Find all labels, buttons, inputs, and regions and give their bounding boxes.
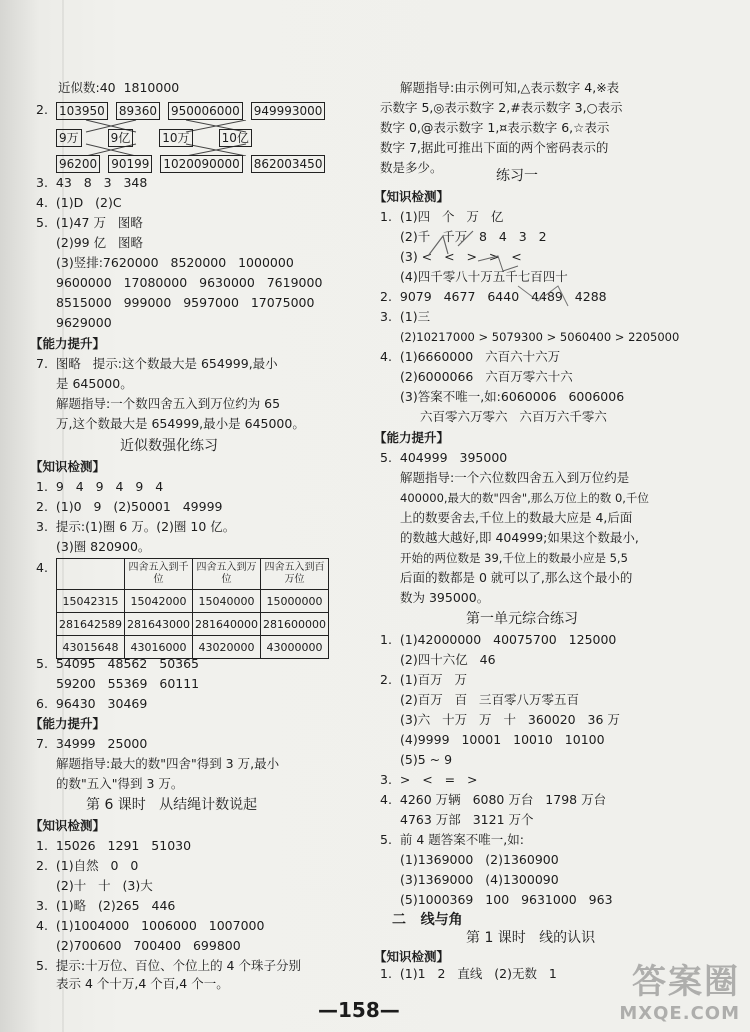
- text-line: 3. 提示:(1)圈 6 万。(2)圈 10 亿。: [36, 519, 236, 534]
- text-line: 数是多少。: [380, 160, 443, 175]
- unit-box: 9万: [56, 129, 82, 147]
- text-line: 8515000 999000 9597000 17075000: [56, 295, 315, 310]
- text-line: 示数字 5,◎表示数字 2,#表示数字 3,○表示: [380, 100, 623, 115]
- watermark-url: MXQE.COM: [619, 1003, 740, 1024]
- table-cell: 281640000: [193, 613, 261, 636]
- text-line: 2. (1)自然 0 0: [36, 858, 139, 873]
- text-line: 1. (1)42000000 40075700 125000: [380, 632, 617, 647]
- text-line: 3. (1)三: [380, 309, 431, 324]
- text-line: (3)答案不唯一,如:6060006 6006006: [400, 389, 625, 404]
- text-line: 数为 395000。: [400, 590, 490, 605]
- unit-box: 9亿: [108, 129, 134, 147]
- text-line: 4. (1)1004000 1006000 1007000: [36, 918, 265, 933]
- text-line: 5. 提示:十万位、百位、个位上的 4 个珠子分别: [36, 958, 301, 973]
- text-line: (5)5 ~ 9: [400, 752, 453, 767]
- text-line: 6. 96430 30469: [36, 696, 148, 711]
- table-header-cell: 四舍五入到万位: [193, 559, 261, 590]
- text-line: (1)1369000 (2)1360900: [400, 852, 559, 867]
- text-line: (2)6000066 六百万零六十六: [400, 369, 573, 384]
- text-line: (4)四千零八十万五千七百四十: [400, 269, 568, 284]
- section-header: 【能力提升】: [30, 716, 106, 731]
- unit-box: 10万: [159, 129, 192, 147]
- table-cell: 43015648: [57, 636, 125, 659]
- section-title: 第 1 课时 线的认识: [466, 930, 596, 946]
- text-line: 3. (1)略 (2)265 446: [36, 898, 176, 913]
- text-line: (5)1000369 100 9631000 963: [400, 892, 613, 907]
- page-number: —158—: [318, 998, 400, 1022]
- text-line: (3) < < > > <: [400, 249, 522, 264]
- text-line: 1. 15026 1291 51030: [36, 838, 192, 853]
- number-box: 949993000: [251, 102, 326, 120]
- text-line: 5. 前 4 题答案不唯一,如:: [380, 832, 524, 847]
- text-line: 400000,最大的数"四舍",那么万位上的数 0,千位: [400, 491, 649, 505]
- text-line: (3)圈 820900。: [56, 539, 151, 554]
- text-line: 解题指导:一个数四舍五入到万位约为 65: [56, 396, 281, 411]
- text-line: 2. (1)0 9 (2)50001 49999: [36, 499, 223, 514]
- text-line: (2)十 十 (3)大: [56, 878, 153, 893]
- section-header: 【知识检测】: [374, 949, 450, 964]
- question-number: 2.: [36, 102, 48, 117]
- text-line: 六百零六万零六 六百万六千零六: [420, 409, 607, 424]
- table-cell: 15042000: [125, 590, 193, 613]
- watermark: [619, 954, 740, 1024]
- text-line: (2)四十六亿 46: [400, 652, 496, 667]
- text-line: 3. 43 8 3 348: [36, 175, 148, 190]
- text-line: 2. (1)百万 万: [380, 672, 467, 687]
- section-header: 【能力提升】: [374, 430, 450, 445]
- table-cell: 15000000: [261, 590, 329, 613]
- watermark-logo-text: 答案圈: [632, 962, 740, 1002]
- number-box-row: [56, 102, 325, 120]
- table-cell: 43016000: [125, 636, 193, 659]
- text-line: (2)10217000 > 5079300 > 5060400 > 2205000: [400, 330, 680, 344]
- text-line: 解题指导:最大的数"四舍"得到 3 万,最小: [56, 756, 280, 771]
- table-cell: 281600000: [261, 613, 329, 636]
- text-line: 59200 55369 60111: [56, 676, 200, 691]
- number-box: 1020090000: [160, 155, 242, 173]
- section-header: 【能力提升】: [30, 336, 106, 351]
- text-line: 表示 4 个十万,4 个百,4 个一。: [56, 976, 229, 991]
- text-line: 后面的数都是 0 就可以了,那么这个最小的: [400, 570, 633, 585]
- text-line: 5. 404999 395000: [380, 450, 508, 465]
- section-title: 第一单元综合练习: [466, 611, 578, 627]
- table-cell: 281643000: [125, 613, 193, 636]
- table-row: [57, 613, 329, 636]
- text-line: 2. 9079 4677 6440 4489 4288: [380, 289, 607, 304]
- text-line: (3)六 十万 万 十 360020 36 万: [400, 712, 620, 727]
- table-header-row: [57, 559, 329, 590]
- text-line: 近似数:40 1810000: [58, 80, 180, 95]
- text-line: (2)99 亿 图略: [56, 235, 144, 250]
- text-line: 4763 万部 3121 万个: [400, 812, 534, 827]
- text-line: 5. 54095 48562 50365: [36, 656, 200, 671]
- number-box: 103950: [56, 102, 108, 120]
- text-line: 解题指导:由示例可知,△表示数字 4,※表: [400, 80, 620, 95]
- text-line: 9629000: [56, 315, 112, 330]
- text-line: 万,这个数最大是 654999,最小是 645000。: [56, 416, 305, 431]
- text-line: (3)竖排:7620000 8520000 1000000: [56, 255, 294, 270]
- table-cell: 43000000: [261, 636, 329, 659]
- text-line: 1. (1)1 2 直线 (2)无数 1: [380, 966, 557, 981]
- table-cell: 281642589: [57, 613, 125, 636]
- text-line: (3)1369000 (4)1300090: [400, 872, 559, 887]
- table-header-cell: 四舍五入到百万位: [261, 559, 329, 590]
- number-box: 90199: [108, 155, 152, 173]
- section-title: 第 6 课时 从结绳计数说起: [86, 797, 258, 813]
- number-box: 89360: [116, 102, 160, 120]
- text-line: 4. (1)6660000 六百六十六万: [380, 349, 561, 364]
- text-line: (2)千 千万 8 4 3 2: [400, 229, 547, 244]
- section-header: 【知识检测】: [30, 818, 106, 833]
- text-line: 4. 4260 万辆 6080 万台 1798 万台: [380, 792, 607, 807]
- text-line: 5. (1)47 万 图略: [36, 215, 143, 230]
- number-box: 950006000: [168, 102, 243, 120]
- number-box-row: [56, 155, 325, 173]
- pencil-scribble: [418, 226, 598, 326]
- text-line: 解题指导:一个六位数四舍五入到万位约是: [400, 470, 630, 485]
- text-line: (2)百万 百 三百零八万零五百: [400, 692, 580, 707]
- text-line: 的数"五入"得到 3 万。: [56, 776, 184, 791]
- table-cell: 43020000: [193, 636, 261, 659]
- text-line: 1. 9 4 9 4 9 4: [36, 479, 164, 494]
- text-line: 数字 0,@表示数字 1,¤表示数字 6,☆表示: [380, 120, 610, 135]
- text-line: (4)9999 10001 10010 10100: [400, 732, 605, 747]
- text-line: 4. (1)D (2)C: [36, 195, 122, 210]
- section-title: 练习一: [496, 168, 538, 184]
- section-header: 【知识检测】: [30, 459, 106, 474]
- text-line: 3. > < = >: [380, 772, 478, 787]
- table-cell: 15040000: [193, 590, 261, 613]
- table-header-cell: 四舍五入到千位: [125, 559, 193, 590]
- text-line: 的数越大越好,即 404999;如果这个数最小,: [400, 530, 639, 545]
- table-cell: 15042315: [57, 590, 125, 613]
- text-line: 7. 图略 提示:这个数最大是 654999,最小: [36, 356, 278, 371]
- unit-box: 10亿: [219, 129, 252, 147]
- section-header: 【知识检测】: [374, 189, 450, 204]
- text-line: 1. (1)四 个 万 亿: [380, 209, 504, 224]
- unit-title: 二 线与角: [392, 912, 463, 928]
- table-row: [57, 590, 329, 613]
- number-box: 862003450: [251, 155, 326, 173]
- text-line: 是 645000。: [56, 376, 133, 391]
- text-line: (2)700600 700400 699800: [56, 938, 241, 953]
- question-number: 4.: [36, 560, 48, 575]
- section-title: 近似数强化练习: [120, 438, 218, 454]
- text-line: 7. 34999 25000: [36, 736, 148, 751]
- text-line: 9600000 17080000 9630000 7619000: [56, 275, 323, 290]
- text-line: 开始的两位数是 39,千位上的数最小应是 5,5: [400, 551, 628, 565]
- text-line: 数字 7,据此可推出下面的两个密码表示的: [380, 140, 609, 155]
- unit-box-row: [56, 129, 252, 147]
- number-box: 96200: [56, 155, 100, 173]
- table-header-cell: [57, 559, 125, 590]
- rounding-table: [56, 558, 329, 659]
- text-line: 上的数要舍去,千位上的数最大应是 4,后面: [400, 510, 633, 525]
